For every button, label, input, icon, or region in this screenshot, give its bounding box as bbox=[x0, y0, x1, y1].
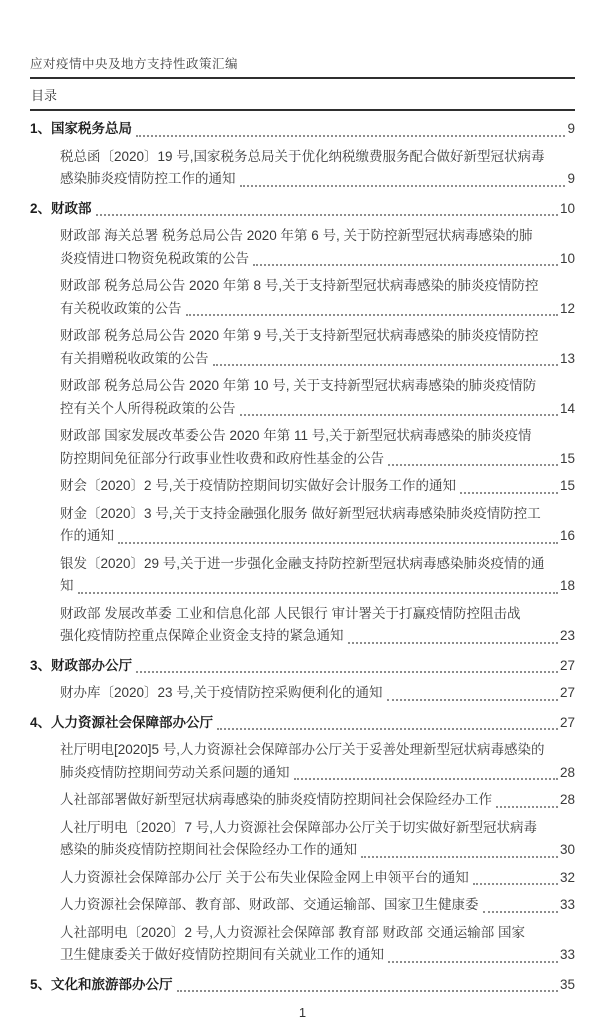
dot-leader bbox=[294, 778, 558, 780]
toc-text: 感染的肺炎疫情防控期间社会保险经办工作的通知 bbox=[60, 842, 357, 857]
toc-text: 人力资源社会保障部、教育部、财政部、交通运输部、国家卫生健康委 bbox=[60, 897, 479, 912]
toc-text-line: 财政部 税务总局公告 2020 年第 9 号,关于支持新型冠状病毒感染的肺炎疫情防控 bbox=[60, 328, 539, 343]
toc-lastline bbox=[30, 974, 575, 997]
toc-section-item bbox=[30, 198, 575, 221]
dot-leader bbox=[78, 592, 558, 594]
toc-text: 人力资源社会保障部办公厅 关于公布失业保险金网上申领平台的通知 bbox=[60, 869, 469, 885]
dot-leader bbox=[361, 856, 558, 858]
toc-page-number: 18 bbox=[559, 578, 575, 593]
document-header-title: 应对疫情中央及地方支持性政策汇编 bbox=[30, 54, 575, 79]
toc-page-number: 16 bbox=[559, 528, 575, 543]
toc-entry-item bbox=[30, 325, 575, 370]
dot-leader bbox=[217, 728, 558, 730]
toc-lastline bbox=[60, 894, 575, 917]
toc-text-line: 财政部 海关总署 税务总局公告 2020 年第 6 号, 关于防控新型冠状病毒感染的肺 bbox=[60, 228, 533, 243]
toc-entry-item bbox=[30, 603, 575, 648]
toc-text: 知 bbox=[60, 578, 74, 593]
toc-text: 作的通知 bbox=[60, 528, 114, 543]
toc-lastline bbox=[60, 944, 575, 967]
toc-lastline bbox=[30, 198, 575, 221]
toc-text: 财办库〔2020〕23 号,关于疫情防控采购便利化的通知 bbox=[60, 685, 383, 700]
toc-lastline bbox=[60, 762, 575, 785]
toc-lastline bbox=[60, 398, 575, 421]
toc-page-number: 9 bbox=[567, 121, 575, 136]
toc-page-number: 10 bbox=[559, 200, 575, 216]
toc-entry-item bbox=[30, 503, 575, 548]
toc-entry-item bbox=[30, 225, 575, 270]
toc-text-line: 社厅明电[2020]5 号,人力资源社会保障部办公厅关于妥善处理新型冠状病毒感染的 bbox=[60, 742, 545, 757]
toc-text-line: 财政部 国家发展改革委公告 2020 年第 11 号,关于新型冠状病毒感染的肺炎疫情 bbox=[60, 428, 532, 443]
toc-lastline bbox=[60, 839, 575, 862]
toc-page-number: 12 bbox=[559, 300, 575, 316]
dot-leader bbox=[388, 961, 558, 963]
toc-text: 4、人力资源社会保障部办公厅 bbox=[30, 714, 214, 730]
toc-entry-item bbox=[30, 817, 575, 862]
toc-page-number: 14 bbox=[559, 400, 575, 416]
toc-lastline bbox=[60, 248, 575, 271]
toc-text-line: 人社部明电〔2020〕2 号,人力资源社会保障部 教育部 财政部 交通运输部 国家 bbox=[60, 924, 526, 940]
dot-leader bbox=[96, 214, 558, 216]
toc-lastline bbox=[60, 168, 575, 191]
toc-text: 5、文化和旅游部办公厅 bbox=[30, 976, 173, 992]
toc-text: 财会〔2020〕2 号,关于疫情防控期间切实做好会计服务工作的通知 bbox=[60, 478, 457, 493]
toc-entry-item bbox=[30, 553, 575, 598]
toc-text-line: 财政部 税务总局公告 2020 年第 8 号,关于支持新型冠状病毒感染的肺炎疫情防控 bbox=[60, 278, 539, 293]
toc-text-line: 银发〔2020〕29 号,关于进一步强化金融支持防控新型冠状病毒感染肺炎疫情的通 bbox=[60, 555, 545, 571]
dot-leader bbox=[240, 414, 558, 416]
dot-leader bbox=[136, 671, 558, 673]
toc-page-number: 15 bbox=[559, 478, 575, 493]
toc-section-item bbox=[30, 655, 575, 678]
toc-page-number: 35 bbox=[559, 976, 575, 992]
toc-page-number: 27 bbox=[559, 657, 575, 673]
dot-leader bbox=[240, 185, 566, 187]
page-number: 1 bbox=[298, 1005, 307, 1020]
dot-leader bbox=[213, 364, 558, 366]
toc-lastline bbox=[30, 712, 575, 735]
toc-text: 卫生健康委关于做好疫情防控期间有关就业工作的通知 bbox=[60, 947, 384, 962]
toc-entry-item bbox=[30, 475, 575, 498]
toc-page-number: 33 bbox=[559, 947, 575, 962]
toc-text-line: 财政部 税务总局公告 2020 年第 10 号, 关于支持新型冠状病毒感染的肺炎疫情防 bbox=[60, 378, 537, 393]
toc-text-line: 财政部 发展改革委 工业和信息化部 人民银行 审计署关于打赢疫情防控阻击战 bbox=[60, 605, 521, 621]
toc-lastline bbox=[60, 575, 575, 598]
dot-leader bbox=[496, 806, 558, 808]
dot-leader bbox=[253, 264, 558, 266]
dot-leader bbox=[186, 314, 558, 316]
toc-section-item bbox=[30, 118, 575, 141]
toc-text: 2、财政部 bbox=[30, 200, 92, 216]
toc-section-item bbox=[30, 974, 575, 997]
dot-leader bbox=[177, 990, 558, 992]
toc-page-number: 27 bbox=[559, 685, 575, 700]
toc-text: 炎疫情进口物资免税政策的公告 bbox=[60, 250, 249, 266]
dot-leader bbox=[483, 911, 558, 913]
toc-page-number: 9 bbox=[567, 171, 575, 186]
dot-leader bbox=[473, 883, 558, 885]
toc-text: 3、财政部办公厅 bbox=[30, 657, 133, 673]
toc-text: 有关捐赠税收政策的公告 bbox=[60, 350, 209, 366]
toc-lastline bbox=[60, 348, 575, 371]
toc-text-line: 税总函〔2020〕19 号,国家税务总局关于优化纳税缴费服务配合做好新型冠状病毒 bbox=[60, 148, 545, 164]
toc-page-number: 28 bbox=[559, 792, 575, 807]
toc-lastline bbox=[60, 625, 575, 648]
toc-page-number: 10 bbox=[559, 250, 575, 266]
toc-entry-item bbox=[30, 867, 575, 890]
toc-lastline bbox=[60, 682, 575, 705]
toc-lastline bbox=[60, 789, 575, 812]
toc-page-number: 23 bbox=[559, 628, 575, 643]
toc-text: 1、国家税务总局 bbox=[30, 121, 133, 136]
toc-title: 目录 bbox=[30, 79, 575, 111]
toc-entry-item bbox=[30, 275, 575, 320]
toc-entry-item bbox=[30, 146, 575, 191]
toc-text: 肺炎疫情防控期间劳动关系问题的通知 bbox=[60, 764, 290, 780]
dot-leader bbox=[460, 492, 558, 494]
toc-page-number: 28 bbox=[559, 764, 575, 780]
dot-leader bbox=[387, 699, 558, 701]
dot-leader bbox=[136, 135, 565, 137]
dot-leader bbox=[388, 464, 558, 466]
toc-page-number: 33 bbox=[559, 897, 575, 912]
toc-page-number: 13 bbox=[559, 350, 575, 366]
toc-page-number: 15 bbox=[559, 450, 575, 466]
toc-lastline bbox=[60, 448, 575, 471]
toc-lastline bbox=[30, 118, 575, 141]
toc-text: 防控期间免征部分行政事业性收费和政府性基金的公告 bbox=[60, 450, 384, 466]
toc-page-number: 27 bbox=[559, 714, 575, 730]
toc-text: 控有关个人所得税政策的公告 bbox=[60, 400, 236, 416]
toc-list bbox=[30, 118, 575, 996]
toc-text: 人社部部署做好新型冠状病毒感染的肺炎疫情防控期间社会保险经办工作 bbox=[60, 792, 492, 807]
toc-entry-item bbox=[30, 789, 575, 812]
toc-text: 感染肺炎疫情防控工作的通知 bbox=[60, 171, 236, 186]
dot-leader bbox=[118, 542, 558, 544]
dot-leader bbox=[348, 642, 558, 644]
toc-entry-item bbox=[30, 739, 575, 784]
toc-section-item bbox=[30, 712, 575, 735]
toc-entry-item bbox=[30, 375, 575, 420]
toc-entry-item bbox=[30, 425, 575, 470]
toc-entry-item bbox=[30, 922, 575, 967]
toc-entry-item bbox=[30, 894, 575, 917]
toc-text: 有关税收政策的公告 bbox=[60, 300, 182, 316]
toc-lastline bbox=[60, 475, 575, 498]
toc-lastline bbox=[60, 867, 575, 890]
toc-text-line: 财金〔2020〕3 号,关于支持金融强化服务 做好新型冠状病毒感染肺炎疫情防控工 bbox=[60, 505, 541, 521]
toc-text: 强化疫情防控重点保障企业资金支持的紧急通知 bbox=[60, 628, 344, 643]
toc-page-number: 32 bbox=[559, 869, 575, 885]
toc-text-line: 人社厅明电〔2020〕7 号,人力资源社会保障部办公厅关于切实做好新型冠状病毒 bbox=[60, 819, 538, 835]
toc-lastline bbox=[60, 298, 575, 321]
toc-page-number: 30 bbox=[559, 842, 575, 857]
toc-lastline bbox=[60, 525, 575, 548]
toc-lastline bbox=[30, 655, 575, 678]
toc-entry-item bbox=[30, 682, 575, 705]
